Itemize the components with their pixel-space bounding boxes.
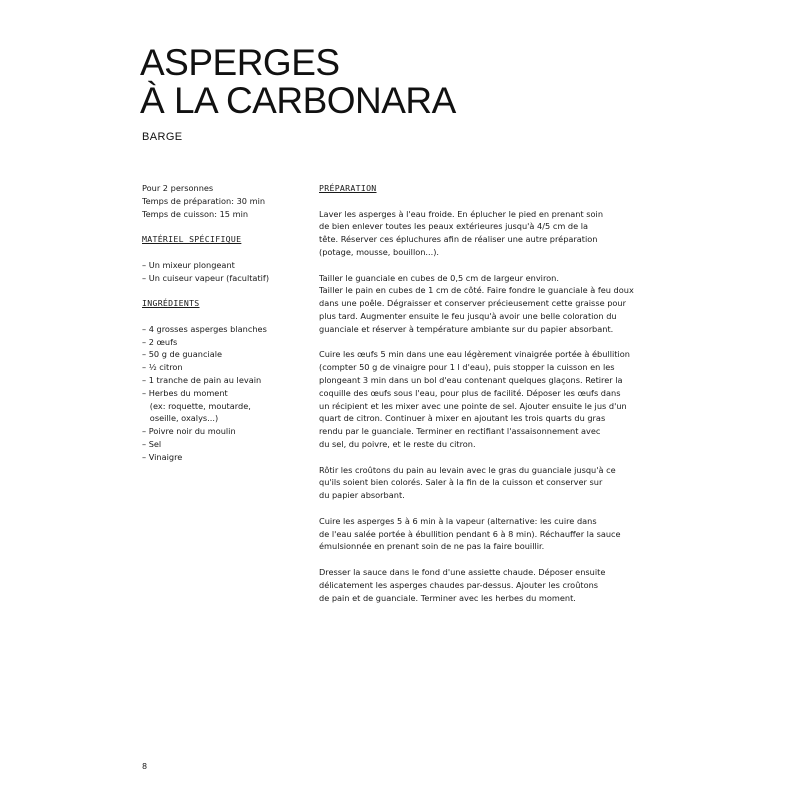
text-line: dans une poêle. Dégraisser et conserver précieusement cette graisse pour (319, 298, 626, 309)
preparation-step-3 (319, 348, 664, 450)
list-item: – Poivre noir du moulin (142, 426, 236, 437)
text-line: Cuire les asperges 5 à 6 min à la vapeur (alternative: les cuire dans (319, 515, 597, 526)
equipment-list (142, 259, 302, 285)
preparation-step-5 (319, 515, 664, 553)
list-item: – Sel (142, 438, 162, 449)
list-item: – Vinaigre (142, 451, 183, 462)
text-line: tête. Réserver ces épluchures afin de réaliser une autre préparation (319, 234, 598, 245)
text-line: Dresser la sauce dans le fond d'une assiette chaude. Déposer ensuite (319, 566, 606, 577)
text-line: Tailler le pain en cubes de 1 cm de côté. Faire fondre le guanciale à feu doux (319, 285, 634, 296)
page-number: 8 (142, 762, 148, 771)
text-line: guanciale et réserver à température ambiante sur du papier absorbant. (319, 323, 614, 334)
preparation-step-2 (319, 272, 664, 336)
recipe-title-line-2: À LA CARBONARA (140, 80, 456, 121)
text-line: coquille des œufs sous l'eau, pour plus de facilité. Déposer les œufs dans (319, 387, 621, 398)
list-item: – Un cuiseur vapeur (facultatif) (142, 272, 270, 283)
preparation-step-6 (319, 566, 664, 604)
recipe-title (140, 44, 456, 120)
ingredients-list (142, 323, 302, 464)
text-line: plongeant 3 min dans un bol d'eau contenant quelques glaçons. Retirer la (319, 374, 623, 385)
list-item: – Un mixeur plongeant (142, 259, 235, 270)
preparation-step-4 (319, 464, 664, 502)
text-line: un récipient et les mixer avec une pointe de sel. Ajouter ensuite le jus d'un (319, 400, 627, 411)
list-item: – 50 g de guanciale (142, 349, 223, 360)
text-line: (potage, mousse, bouillon...). (319, 246, 440, 257)
text-line: plus tard. Augmenter ensuite le feu jusqu'à avoir une belle coloration du (319, 310, 617, 321)
text-line: du papier absorbant. (319, 490, 405, 501)
list-item: – ½ citron (142, 362, 183, 373)
prep-time: Temps de préparation: 30 min (142, 195, 266, 206)
text-line: Laver les asperges à l'eau froide. En éplucher le pied en prenant soin (319, 208, 604, 219)
text-line: du sel, du poivre, et le reste du citron. (319, 438, 476, 449)
list-item: – 1 tranche de pain au levain (142, 374, 262, 385)
preparation-heading: PRÉPARATION (319, 183, 377, 193)
servings: Pour 2 personnes (142, 183, 214, 193)
list-item: – 4 grosses asperges blanches (142, 323, 267, 334)
ingredients-heading: INGRÉDIENTS (142, 298, 200, 309)
recipe-info-column (142, 182, 302, 464)
preparation-step-1 (319, 208, 664, 259)
text-line: de l'eau salée portée à ébullition pendant 6 à 8 min). Réchauffer la sauce (319, 528, 621, 539)
text-line: qu'ils soient bien colorés. Saler à la fin de la cuisson et conserver sur (319, 477, 603, 488)
text-line: de pain et de guanciale. Terminer avec les herbes du moment. (319, 592, 576, 603)
recipe-author: BARGE (142, 131, 183, 143)
text-line: Cuire les œufs 5 min dans une eau légèrement vinaigrée portée à ébullition (319, 349, 630, 360)
text-line: de bien enlever toutes les peaux extérieures jusqu'à 4/5 cm de la (319, 221, 589, 232)
text-line: émulsionnée en prenant soin de ne pas la faire bouillir. (319, 541, 545, 552)
text-line: quart de citron. Continuer à mixer en ajoutant les trois quarts du gras (319, 413, 606, 424)
text-line: Tailler le guanciale en cubes de 0,5 cm de largeur environ. (319, 272, 559, 283)
cook-time: Temps de cuisson: 15 min (142, 208, 249, 219)
text-line: rendu par le guanciale. Terminer en rectifiant l'assaisonnement avec (319, 426, 601, 437)
list-item: oseille, oxalys...) (142, 413, 219, 424)
text-line: délicatement les asperges chaudes par-dessus. Ajouter les croûtons (319, 579, 599, 590)
list-item: – 2 œufs (142, 336, 178, 347)
list-item: – Herbes du moment (142, 387, 228, 398)
list-item: (ex: roquette, moutarde, (142, 400, 251, 411)
equipment-heading: MATÉRIEL SPÉCIFIQUE (142, 234, 242, 245)
recipe-title-line-1: ASPERGES (140, 42, 340, 83)
preparation-column (319, 182, 664, 604)
text-line: Rôtir les croûtons du pain au levain avec le gras du guanciale jusqu'à ce (319, 464, 616, 475)
text-line: (compter 50 g de vinaigre pour 1 l d'eau), puis stopper la cuisson en les (319, 362, 615, 373)
